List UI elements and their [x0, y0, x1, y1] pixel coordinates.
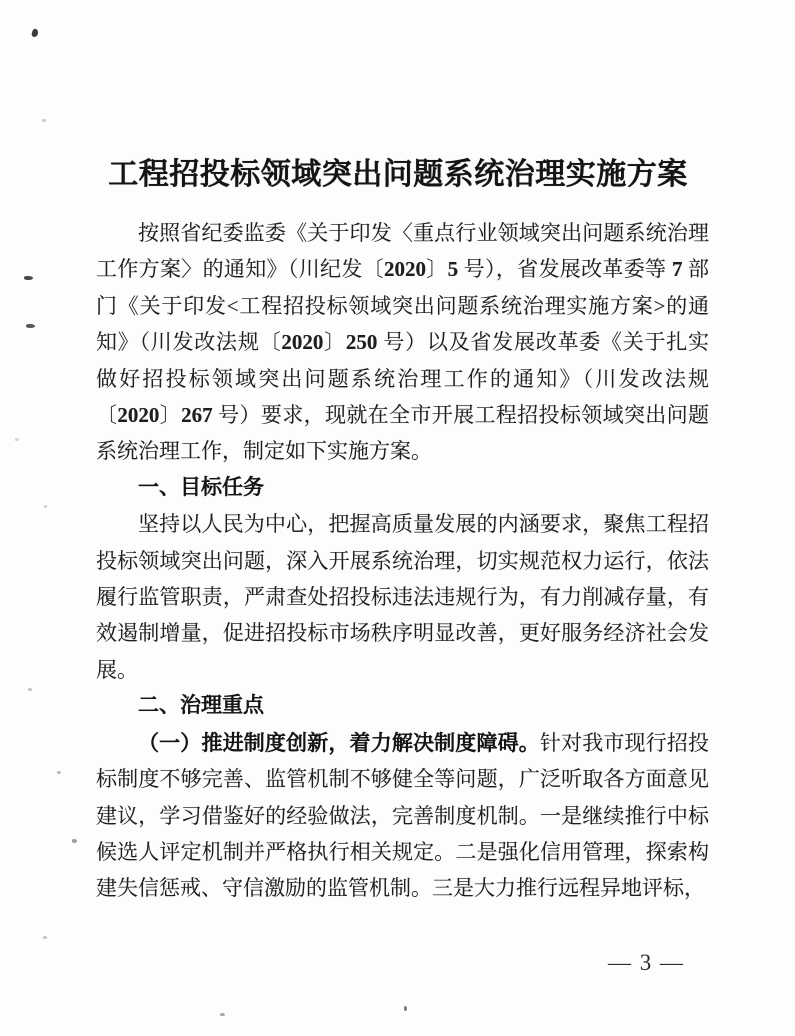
body-paragraph: （一）推进制度创新，着力解决制度障碍。针对我市现行招投标制度不够完善、监管机制不够健全等问题，广泛听取各方面意见建议，学习借鉴好的经验做法，完善制度机制。一是继续推行中标候选人评定机制并严格执行相关规定。二是强化信用管理，探索构建失信惩戒、守信激励的监管机制。三是大力推行远程异地评标， [96, 730, 709, 901]
scan-speck [72, 839, 77, 843]
scan-speck [26, 324, 35, 328]
body-paragraph: 按照省纪委监委《关于印发〈重点行业领域突出问题系统治理工作方案〉的通知》（川纪发〔2020〕5 号），省发展改革委等 7 部门《关于印发<工程招投标领域突出问题系统治理实施方案>的通知》（川发改法规〔2020〕250 号）以及省发展改革委《关于扎实做好招投标领域突出问题系统治理工作的通知》（川发改法规〔2020〕267 号）要求，现就在全市开展工程招投标领域突出问题系统治理工作，制定如下实施方案。 [96, 221, 710, 464]
scan-speck [24, 276, 33, 280]
scan-speck [44, 505, 47, 508]
section-heading: 一、目标任务 [138, 475, 264, 499]
scan-speck [15, 438, 19, 441]
scan-speck [220, 1013, 225, 1016]
scan-speck [31, 28, 39, 37]
scan-speck [42, 119, 46, 122]
scan-speck [57, 771, 61, 774]
scan-speck [404, 1006, 407, 1011]
document-body [96, 215, 709, 907]
page-number: — 3 — [608, 950, 685, 975]
section-heading: 二、治理重点 [138, 694, 264, 718]
scan-speck [43, 936, 47, 939]
body-paragraph: 坚持以人民为中心，把握高质量发展的内涵要求，聚焦工程招投标领域突出问题，深入开展系统治理，切实规范权力运行，依法履行监管职责，严肃查处招投标违法违规行为，有力削减存量，有效遏制增量，促进招投标市场秩序明显改善，更好服务经济社会发展。 [96, 512, 709, 682]
document-title: 工程招投标领域突出问题系统治理实施方案 [108, 158, 688, 191]
scan-speck [28, 688, 32, 691]
